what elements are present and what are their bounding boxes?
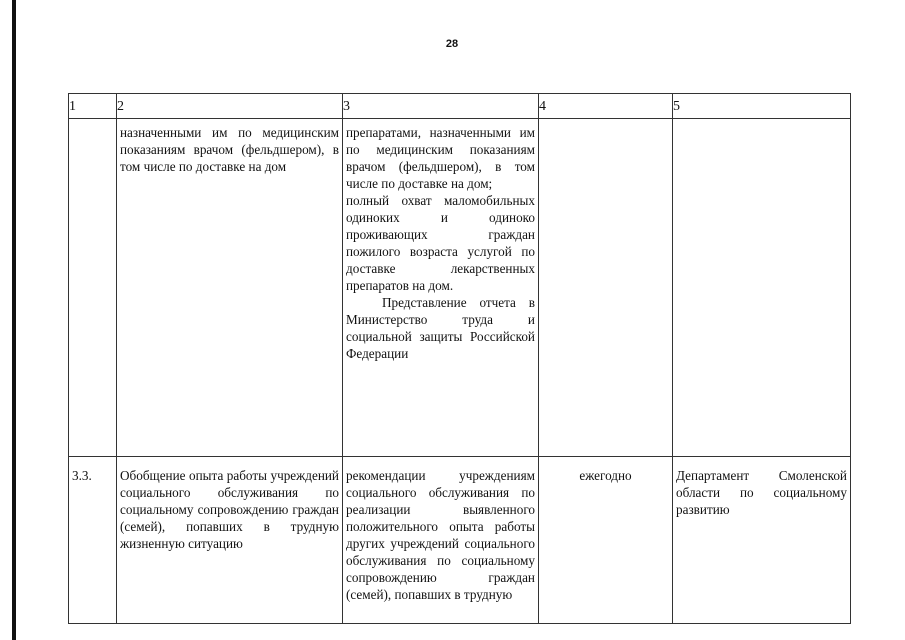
cell-result (343, 119, 539, 457)
header-col-3: 3 (343, 94, 539, 119)
result-paragraph-3: Представление отчета в Министерство труда и социальной защиты Российской Федерации (346, 295, 535, 361)
cell-activity: Обобщение опыта работы учреждений социального обслуживания по социальному сопровождению граждан (семей), попавших в трудную жизненную ситуацию (117, 457, 343, 624)
table-row-continued (69, 119, 851, 457)
cell-deadline: ежегодно (539, 457, 673, 624)
header-col-1: 1 (69, 94, 117, 119)
table-row-3-3 (69, 457, 851, 624)
page-number: 28 (445, 38, 459, 50)
header-col-2: 2 (117, 94, 343, 119)
cell-result: рекомендации учреждениям социального обслуживания по реализации выявленного положительного опыта работы других учреждений социального обслуживания по социальному сопровождению граждан (семей), попавших в трудную (343, 457, 539, 624)
cell-deadline (539, 119, 673, 457)
scan-margin-bar (12, 0, 16, 640)
plan-table (68, 93, 851, 624)
cell-number: 3.3. (69, 457, 117, 624)
result-paragraph-2: полный охват маломобильных одиноких и одиноко проживающих граждан пожилого возраста услугой по доставке лекарственных препаратов на дом. (346, 193, 535, 293)
cell-responsible: Департамент Смоленской области по социальному развитию (673, 457, 851, 624)
cell-activity: назначенными им по медицинским показаниям врачом (фельдшером), в том числе по доставке на дом (117, 119, 343, 457)
header-col-4: 4 (539, 94, 673, 119)
cell-responsible (673, 119, 851, 457)
cell-number (69, 119, 117, 457)
result-paragraph-1: препаратами, назначенными им по медицинским показаниям врачом (фельдшером), в том числе по доставке на дом; (346, 125, 535, 191)
table-header-row (69, 94, 851, 119)
header-col-5: 5 (673, 94, 851, 119)
